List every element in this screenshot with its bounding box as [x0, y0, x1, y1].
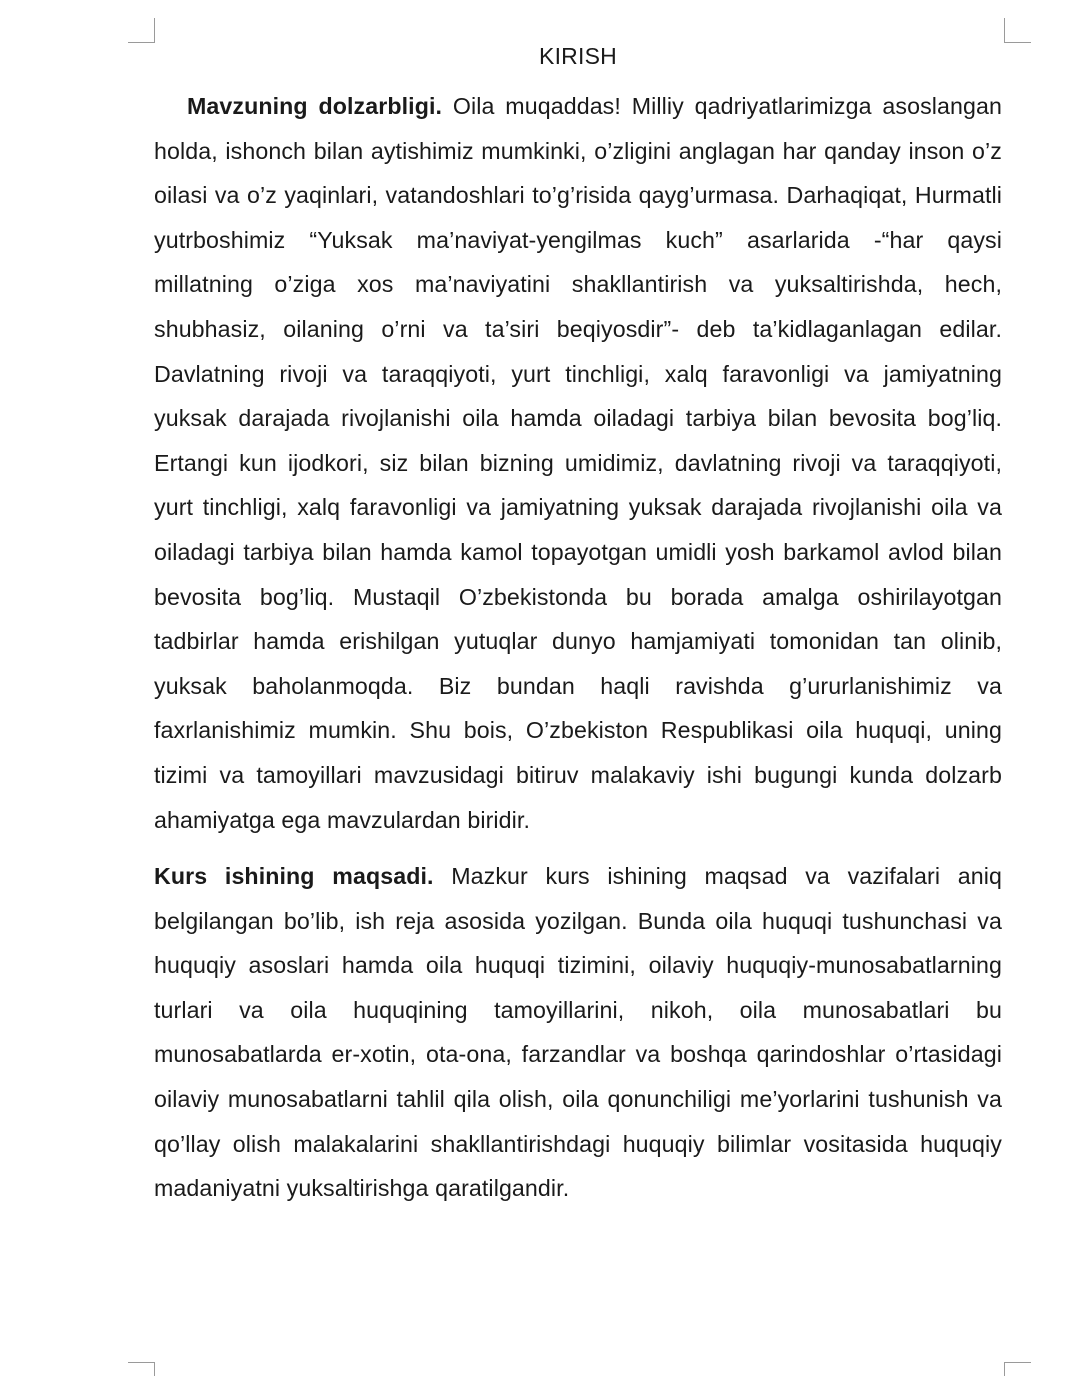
- paragraph-goal: [154, 854, 1002, 1211]
- document-heading: KIRISH: [539, 43, 617, 69]
- paragraph-text: Oila muqaddas! Milliy qadriyatlarimizga asoslangan holda, ishonch bilan aytishimiz mumkinki, o’zligini anglagan har qanday inson o’z oilasi va o’z yaqinlari, vatandoshlari to’g’risida qayg’urmasa. Darhaqiqat, Hurmatli yutrboshimiz “Yuksak ma’naviyat-yengilmas kuch” asarlarida -“har qaysi millatning o’ziga xos ma’naviyatini shakllantirish va yuksaltirishda, hech, shubhasiz, oilaning o’rni va ta’siri beqiyosdir”- deb ta’kidlaganlagan edilar. Davlatning rivoji va taraqqiyoti, yurt tinchligi, xalq faravonligi va jamiyatning yuksak darajada rivojlanishi oila hamda oiladagi tarbiya bilan bevosita bog’liq. Ertangi kun ijodkori, siz bilan bizning umidimiz, davlatning rivoji va taraqqiyoti, yurt tinchligi, xalq faravonligi va jamiyatning yuksak darajada rivojlanishi oila va oiladagi tarbiya bilan hamda kamol topayotgan umidli yosh barkamol avlod bilan bevosita bog’liq. Mustaqil O’zbekistonda bu borada amalga oshirilayotgan tadbirlar hamda erishilgan yutuqlar dunyo hamjamiyati tomonidan tan olinib, yuksak baholanmoqda. Biz bundan haqli ravishda g’ururlanishimiz va faxrlanishimiz mumkin. Shu bois, O’zbekiston Respublikasi oila huquqi, uning tizimi va tamoyillari mavzusidagi bitiruv malakaviy ishi bugungi kunda dolzarb ahamiyatga ega mavzulardan biridir.: [154, 93, 1002, 833]
- document-body: [154, 38, 1002, 1211]
- margin-corner-bottom-left: [128, 1362, 155, 1376]
- paragraph-relevance: [154, 84, 1002, 842]
- paragraph-text: Mazkur kurs ishining maqsad va vazifalari aniq belgilangan bo’lib, ish reja asosida yozilgan. Bunda oila huquqi tushunchasi va huquqiy asoslari hamda oila huquqi tizimini, oilaviy huquqiy-munosabatlarning turlari va oila huquqining tamoyillarini, nikoh, oila munosabatlari bu munosabatlarda er-xotin, ota-ona, farzandlar va boshqa qarindoshlar o’rtasidagi oilaviy munosabatlarni tahlil qila olish, oila qonunchiligi me’yorlarini tushunish va qo’llay olish malakalarini shakllantirishdagi huquqiy bilimlar vositasida huquqiy madaniyatni yuksaltirishga qaratilgandir.: [154, 863, 1002, 1202]
- margin-corner-top-right: [1004, 18, 1031, 43]
- paragraph-lead: Mavzuning dolzarbligi.: [187, 93, 443, 119]
- margin-corner-top-left: [128, 18, 155, 43]
- margin-corner-bottom-right: [1004, 1362, 1031, 1376]
- paragraph-lead: Kurs ishining maqsadi.: [154, 863, 434, 890]
